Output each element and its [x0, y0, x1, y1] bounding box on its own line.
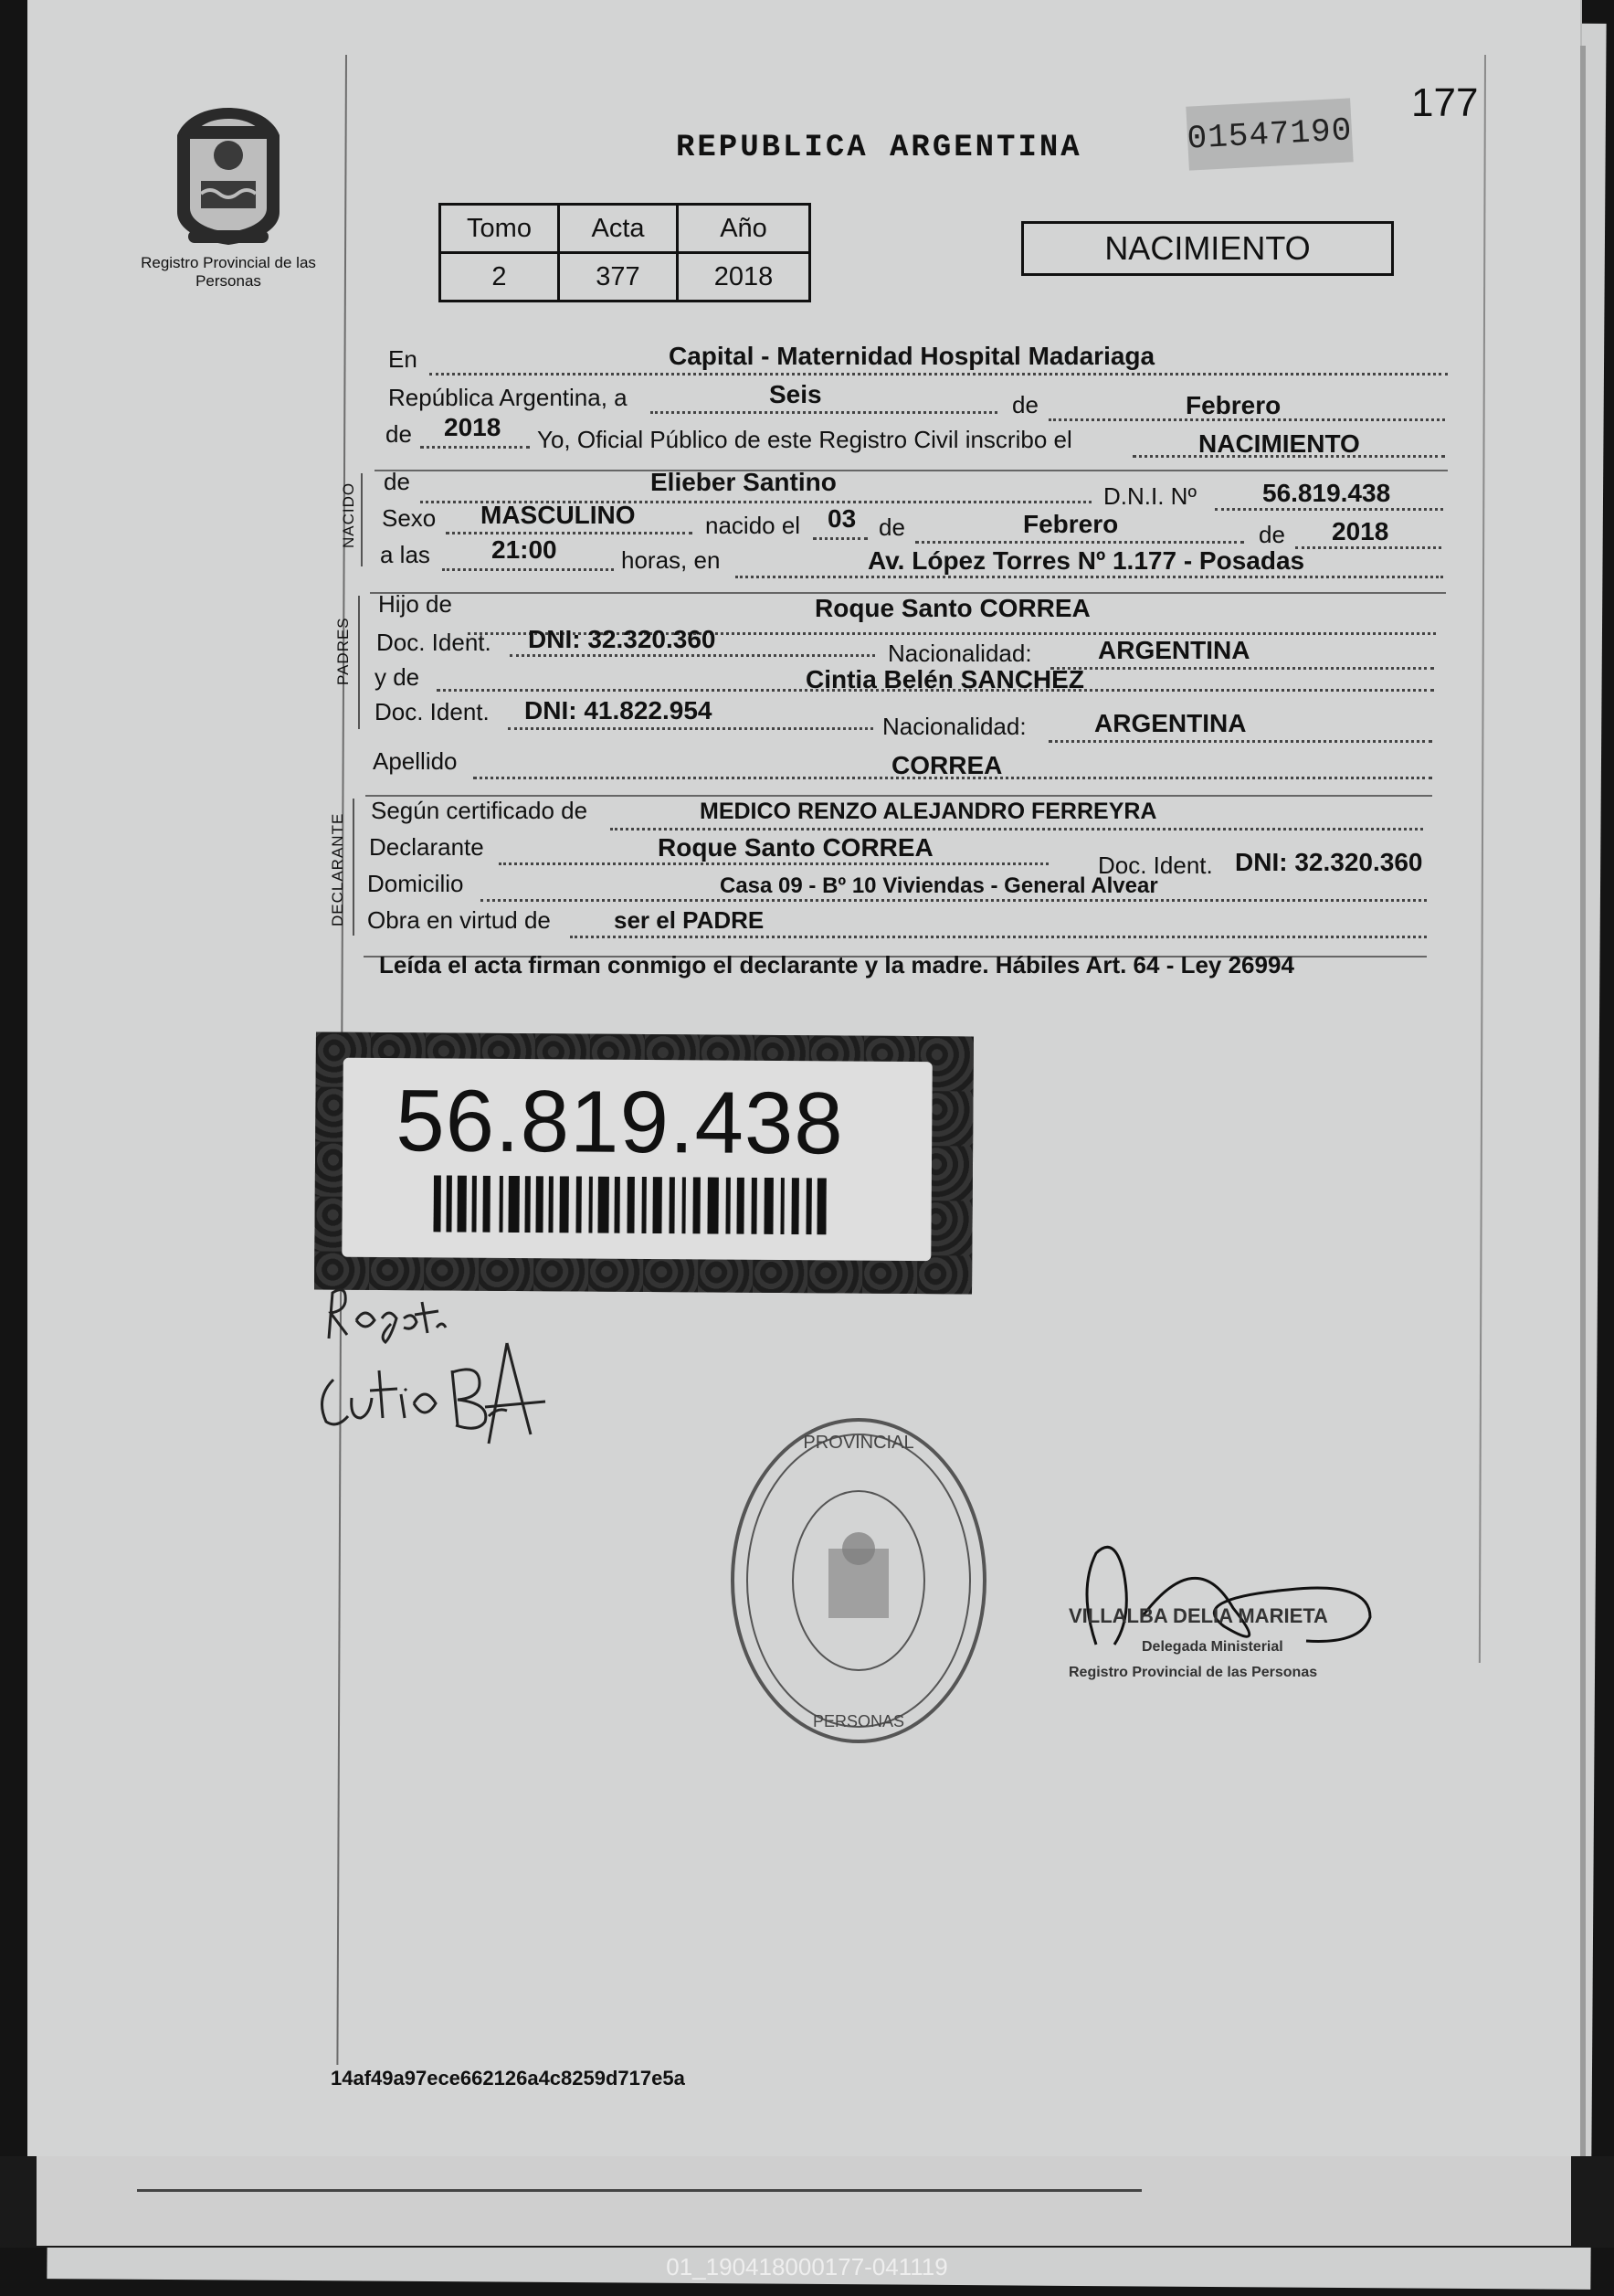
value-mes-inscripcion: Febrero [1186, 391, 1282, 419]
label-sexo: Sexo [382, 504, 437, 532]
value-obra-en-virtud: ser el PADRE [614, 906, 765, 934]
value-lugar: Capital - Maternidad Hospital Madariaga [669, 342, 1155, 370]
underlying-rule [137, 2189, 1142, 2192]
label-nacionalidad-padre: Nacionalidad: [888, 640, 1032, 667]
dni-sticker [314, 1032, 974, 1294]
signature-madre-icon [306, 1334, 562, 1453]
official-name: VILLALBA DELIA MARIETA [1069, 1604, 1328, 1627]
value-certificado: MEDICO RENZO ALEJANDRO FERREYRA [700, 799, 1157, 824]
svg-text:PROVINCIAL: PROVINCIAL [803, 1433, 914, 1453]
label-declarante: Declarante [369, 833, 484, 861]
acta-value: 377 [559, 253, 678, 302]
value-anio-nacimiento: 2018 [1332, 517, 1389, 545]
section-label-declarante: DECLARANTE [329, 812, 346, 926]
closing-statement: Leída el acta firman conmigo el declarante y la madre. Hábiles Art. 64 - Ley 26994 [379, 951, 1294, 979]
label-oficial: Yo, Oficial Público de este Registro Civil inscribo el [537, 426, 1072, 453]
sticker-dni-number: 56.819.438 [395, 1072, 845, 1173]
country-title: REPUBLICA ARGENTINA [676, 131, 1082, 165]
svg-text:PERSONAS: PERSONAS [812, 1712, 905, 1730]
tomo-header: Tomo [440, 205, 559, 253]
dotted-line [813, 537, 868, 540]
underlying-sheet-strip [37, 2156, 1571, 2246]
barcode-icon [433, 1175, 826, 1234]
official-office: Registro Provincial de las Personas [1069, 1665, 1318, 1680]
section-bracket [353, 799, 354, 936]
label-nacionalidad-madre: Nacionalidad: [882, 713, 1027, 740]
anio-value: 2018 [678, 253, 810, 302]
value-padre-nacionalidad: ARGENTINA [1098, 636, 1250, 664]
label-de-mes: de [879, 513, 905, 541]
value-apellido: CORREA [891, 751, 1003, 779]
value-tipo-inscripcion: NACIMIENTO [1198, 429, 1360, 458]
label-horas-en: horas, en [621, 546, 721, 574]
value-declarante: Roque Santo CORREA [658, 833, 934, 862]
label-a-las: a las [380, 541, 430, 568]
value-madre-doc: DNI: 41.822.954 [524, 696, 712, 725]
section-label-padres: PADRES [334, 617, 352, 685]
section-label-nacido: NACIDO [340, 481, 357, 548]
label-dni: D.N.I. Nº [1103, 482, 1197, 510]
label-nombre-de: de [384, 468, 410, 495]
dotted-line [610, 828, 1423, 831]
dotted-line [442, 568, 614, 571]
dotted-line [1215, 508, 1443, 511]
dotted-line [1050, 667, 1434, 670]
label-doc-ident-padre: Doc. Ident. [376, 629, 491, 656]
label-segun-certificado: Según certificado de [371, 797, 588, 824]
label-hijo-de: Hijo de [378, 590, 452, 618]
value-dia-inscripcion: Seis [769, 380, 822, 408]
label-doc-ident-declarante: Doc. Ident. [1098, 852, 1213, 879]
registration-table [438, 203, 811, 302]
dotted-line [1295, 546, 1441, 549]
value-domicilio-nacimiento: Av. López Torres Nº 1.177 - Posadas [868, 546, 1305, 575]
value-sexo: MASCULINO [480, 501, 636, 529]
official-role: Delegada Ministerial [1142, 1639, 1283, 1655]
dotted-line [499, 862, 1049, 865]
dotted-line [446, 532, 692, 534]
dotted-line [915, 541, 1244, 544]
registry-name: Registro Provincial de las Personas [141, 254, 316, 290]
dotted-line [510, 654, 875, 657]
serial-number-stamp: 01547190 [1186, 98, 1353, 170]
page-number: 177 [1411, 80, 1479, 125]
dotted-line [420, 446, 530, 449]
value-padre-doc: DNI: 32.320.360 [528, 625, 716, 653]
value-anio-inscripcion: 2018 [444, 413, 501, 441]
value-dia-nacimiento: 03 [828, 504, 857, 533]
anio-header: Año [678, 205, 810, 253]
dotted-line [508, 727, 873, 730]
label-obra-en-virtud: Obra en virtud de [367, 906, 551, 934]
value-domicilio: Casa 09 - Bº 10 Viviendas - General Alvear [720, 873, 1158, 898]
label-republica: República Argentina, a [388, 384, 628, 411]
value-nombre: Elieber Santino [650, 468, 837, 496]
label-nacido-el: nacido el [705, 512, 801, 539]
section-divider [374, 470, 1448, 471]
label-domicilio: Domicilio [367, 870, 464, 897]
section-bracket [361, 473, 363, 566]
label-de-anio-nacimiento: de [1259, 521, 1285, 548]
provincial-emblem-icon [164, 102, 292, 249]
dotted-line [429, 373, 1448, 376]
dotted-line [650, 411, 997, 414]
label-en: En [388, 345, 417, 373]
dotted-line [735, 576, 1443, 578]
dotted-line [480, 899, 1427, 902]
section-bracket [358, 596, 360, 729]
value-declarante-doc: DNI: 32.320.360 [1235, 848, 1423, 876]
label-apellido: Apellido [373, 747, 458, 775]
acta-header: Acta [559, 205, 678, 253]
value-madre: Cintia Belén SANCHEZ [806, 665, 1084, 693]
sticker-inner [342, 1058, 933, 1261]
tomo-value: 2 [440, 253, 559, 302]
label-doc-ident-madre: Doc. Ident. [374, 698, 490, 725]
label-y-de: y de [374, 663, 420, 691]
scan-file-id: 01_190418000177-041119 [666, 2253, 948, 2280]
record-type-box: NACIMIENTO [1021, 221, 1394, 276]
official-seal-icon [726, 1412, 991, 1750]
label-de-anio: de [385, 420, 412, 448]
dotted-line [1049, 740, 1432, 743]
document-hash: 14af49a97ece662126a4c8259d717e5a [331, 2067, 685, 2090]
value-madre-nacionalidad: ARGENTINA [1094, 709, 1247, 737]
dotted-line [570, 936, 1427, 938]
value-dni: 56.819.438 [1262, 479, 1391, 507]
value-padre: Roque Santo CORREA [815, 594, 1091, 622]
page-edge [1580, 46, 1586, 2238]
value-mes-nacimiento: Febrero [1023, 510, 1119, 538]
label-de: de [1012, 391, 1039, 418]
value-hora: 21:00 [491, 535, 557, 564]
